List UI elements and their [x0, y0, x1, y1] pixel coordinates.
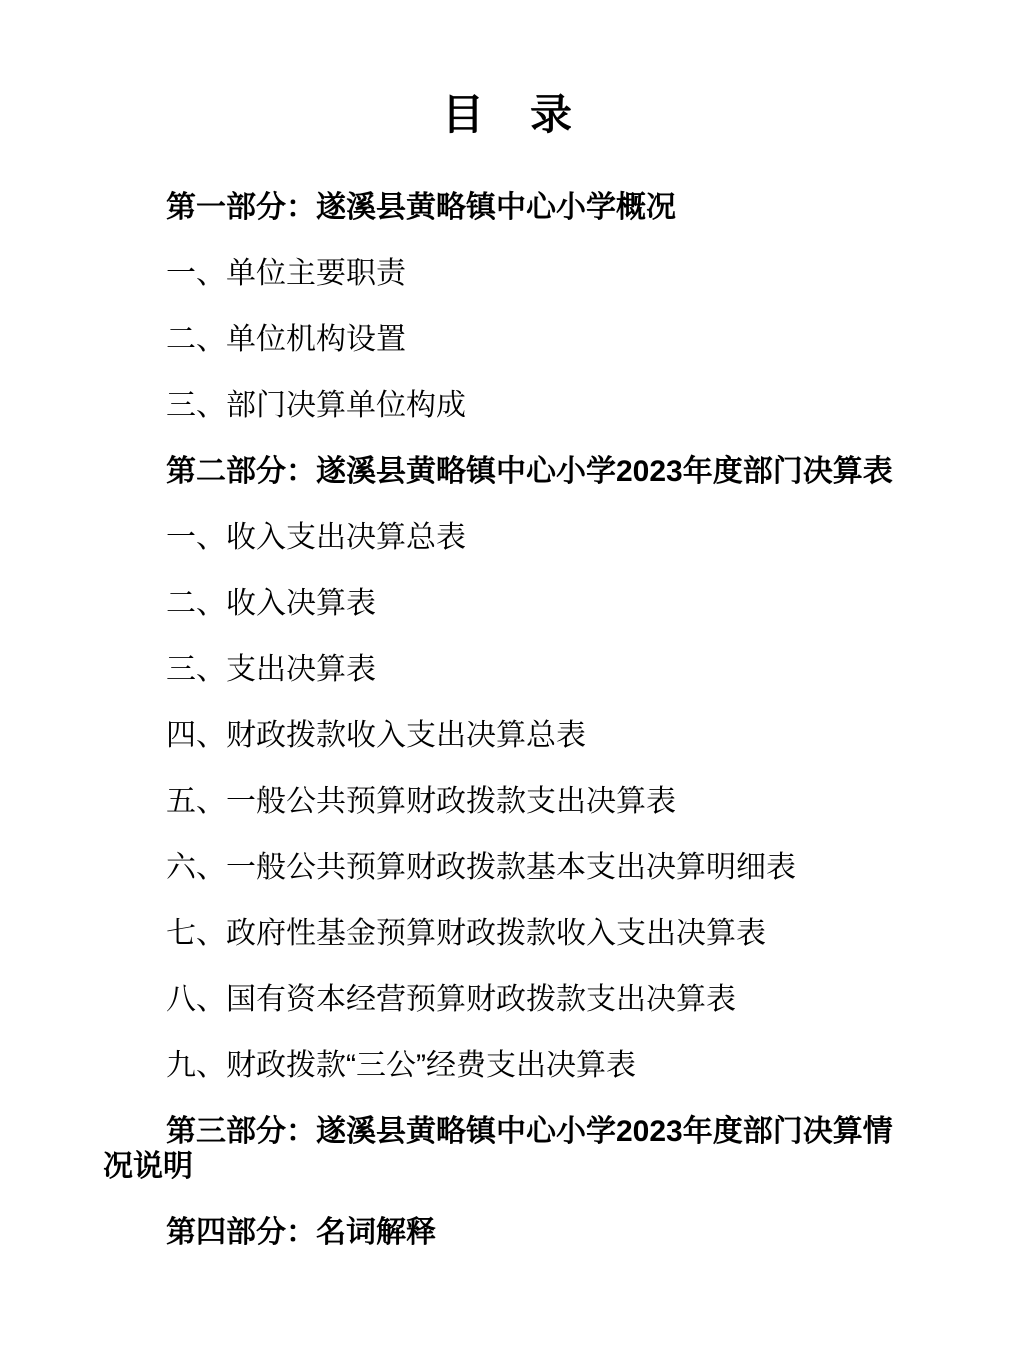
- toc-item-part2-1: 一、收入支出决算总表: [166, 521, 466, 554]
- toc-item-part1-1: 一、单位主要职责: [166, 257, 406, 290]
- toc-item-part2-4: 四、财政拨款收入支出决算总表: [166, 719, 586, 752]
- toc-item-part1-3: 三、部门决算单位构成: [166, 389, 466, 422]
- toc-item-part2-6: 六、一般公共预算财政拨款基本支出决算明细表: [166, 851, 796, 884]
- toc-item-part2-7: 七、政府性基金预算财政拨款收入支出决算表: [166, 917, 766, 950]
- toc-item-part2-3: 三、支出决算表: [166, 653, 376, 686]
- toc-item-part1-2: 二、单位机构设置: [166, 323, 406, 356]
- page-title: 目 录: [441, 91, 574, 138]
- toc-part3-heading: 第三部分：遂溪县黄略镇中心小学2023年度部门决算情况说明: [103, 1115, 893, 1183]
- toc-part2-heading: 第二部分：遂溪县黄略镇中心小学2023年度部门决算表: [166, 455, 893, 488]
- toc-part1-heading: 第一部分：遂溪县黄略镇中心小学概况: [166, 191, 676, 224]
- toc-part4-heading: 第四部分：名词解释: [166, 1216, 436, 1249]
- toc-item-part2-2: 二、收入决算表: [166, 587, 376, 620]
- toc-item-part2-5: 五、一般公共预算财政拨款支出决算表: [166, 785, 676, 818]
- toc-item-part2-8: 八、国有资本经营预算财政拨款支出决算表: [166, 983, 736, 1016]
- toc-item-part2-9: 九、财政拨款“三公”经费支出决算表: [166, 1049, 636, 1082]
